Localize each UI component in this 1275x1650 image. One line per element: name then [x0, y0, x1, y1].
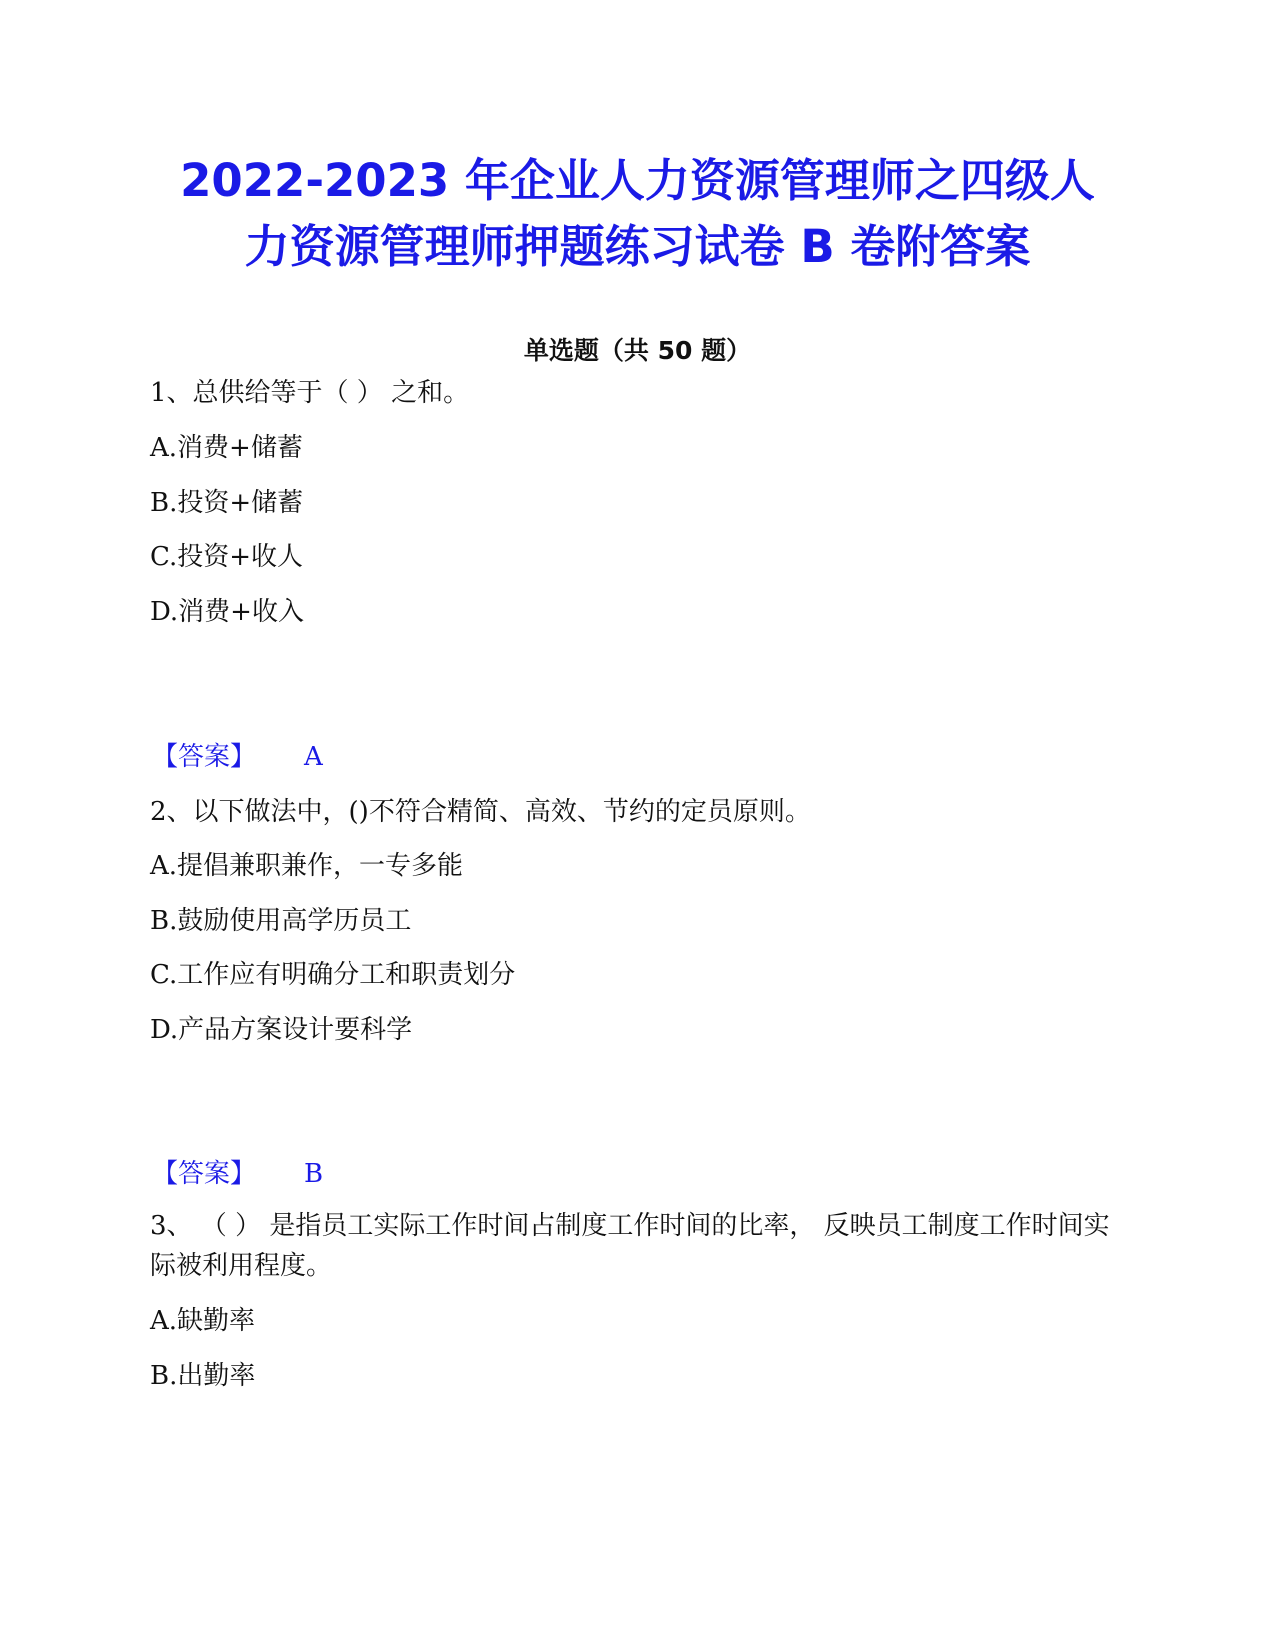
answer-label: 【答案】	[152, 742, 257, 772]
question-1-answer	[152, 740, 323, 774]
section-heading: 单选题（共 50 题）	[523, 336, 752, 365]
question-1-option-c: C.投资+收人	[150, 542, 304, 572]
question-3-option-b: B.出勤率	[150, 1361, 256, 1391]
question-2-option-a: A.提倡兼职兼作，一专多能	[150, 851, 464, 881]
question-2-option-b: B.鼓励使用高学历员工	[150, 906, 412, 936]
answer-value: B	[304, 1159, 324, 1189]
question-1-option-b: B.投资+储蓄	[150, 488, 304, 518]
document-title-line-1: 2022-2023 年企业人力资源管理师之四级人	[180, 154, 1095, 207]
answer-label: 【答案】	[152, 1159, 257, 1189]
question-3-stem: 3、 （ ） 是指员工实际工作时间占制度工作时间的比率， 反映员工制度工作时间实际被利用程度。	[150, 1211, 1110, 1281]
question-2-stem: 2、以下做法中，()不符合精简、高效、节约的定员原则。	[150, 797, 811, 827]
question-1-option-d: D.消费+收入	[150, 597, 304, 627]
question-3-option-a: A.缺勤率	[150, 1306, 256, 1336]
question-1-stem: 1、总供给等于（ ） 之和。	[150, 378, 470, 408]
document-title	[130, 148, 1145, 280]
question-2-answer	[152, 1157, 323, 1191]
question-2-option-d: D.产品方案设计要科学	[150, 1015, 413, 1045]
question-2-option-c: C.工作应有明确分工和职责划分	[150, 960, 516, 990]
question-1-option-a: A.消费+储蓄	[150, 433, 303, 463]
answer-value: A	[304, 742, 323, 772]
document-title-line-2: 力资源管理师押题练习试卷 B 卷附答案	[244, 220, 1031, 273]
